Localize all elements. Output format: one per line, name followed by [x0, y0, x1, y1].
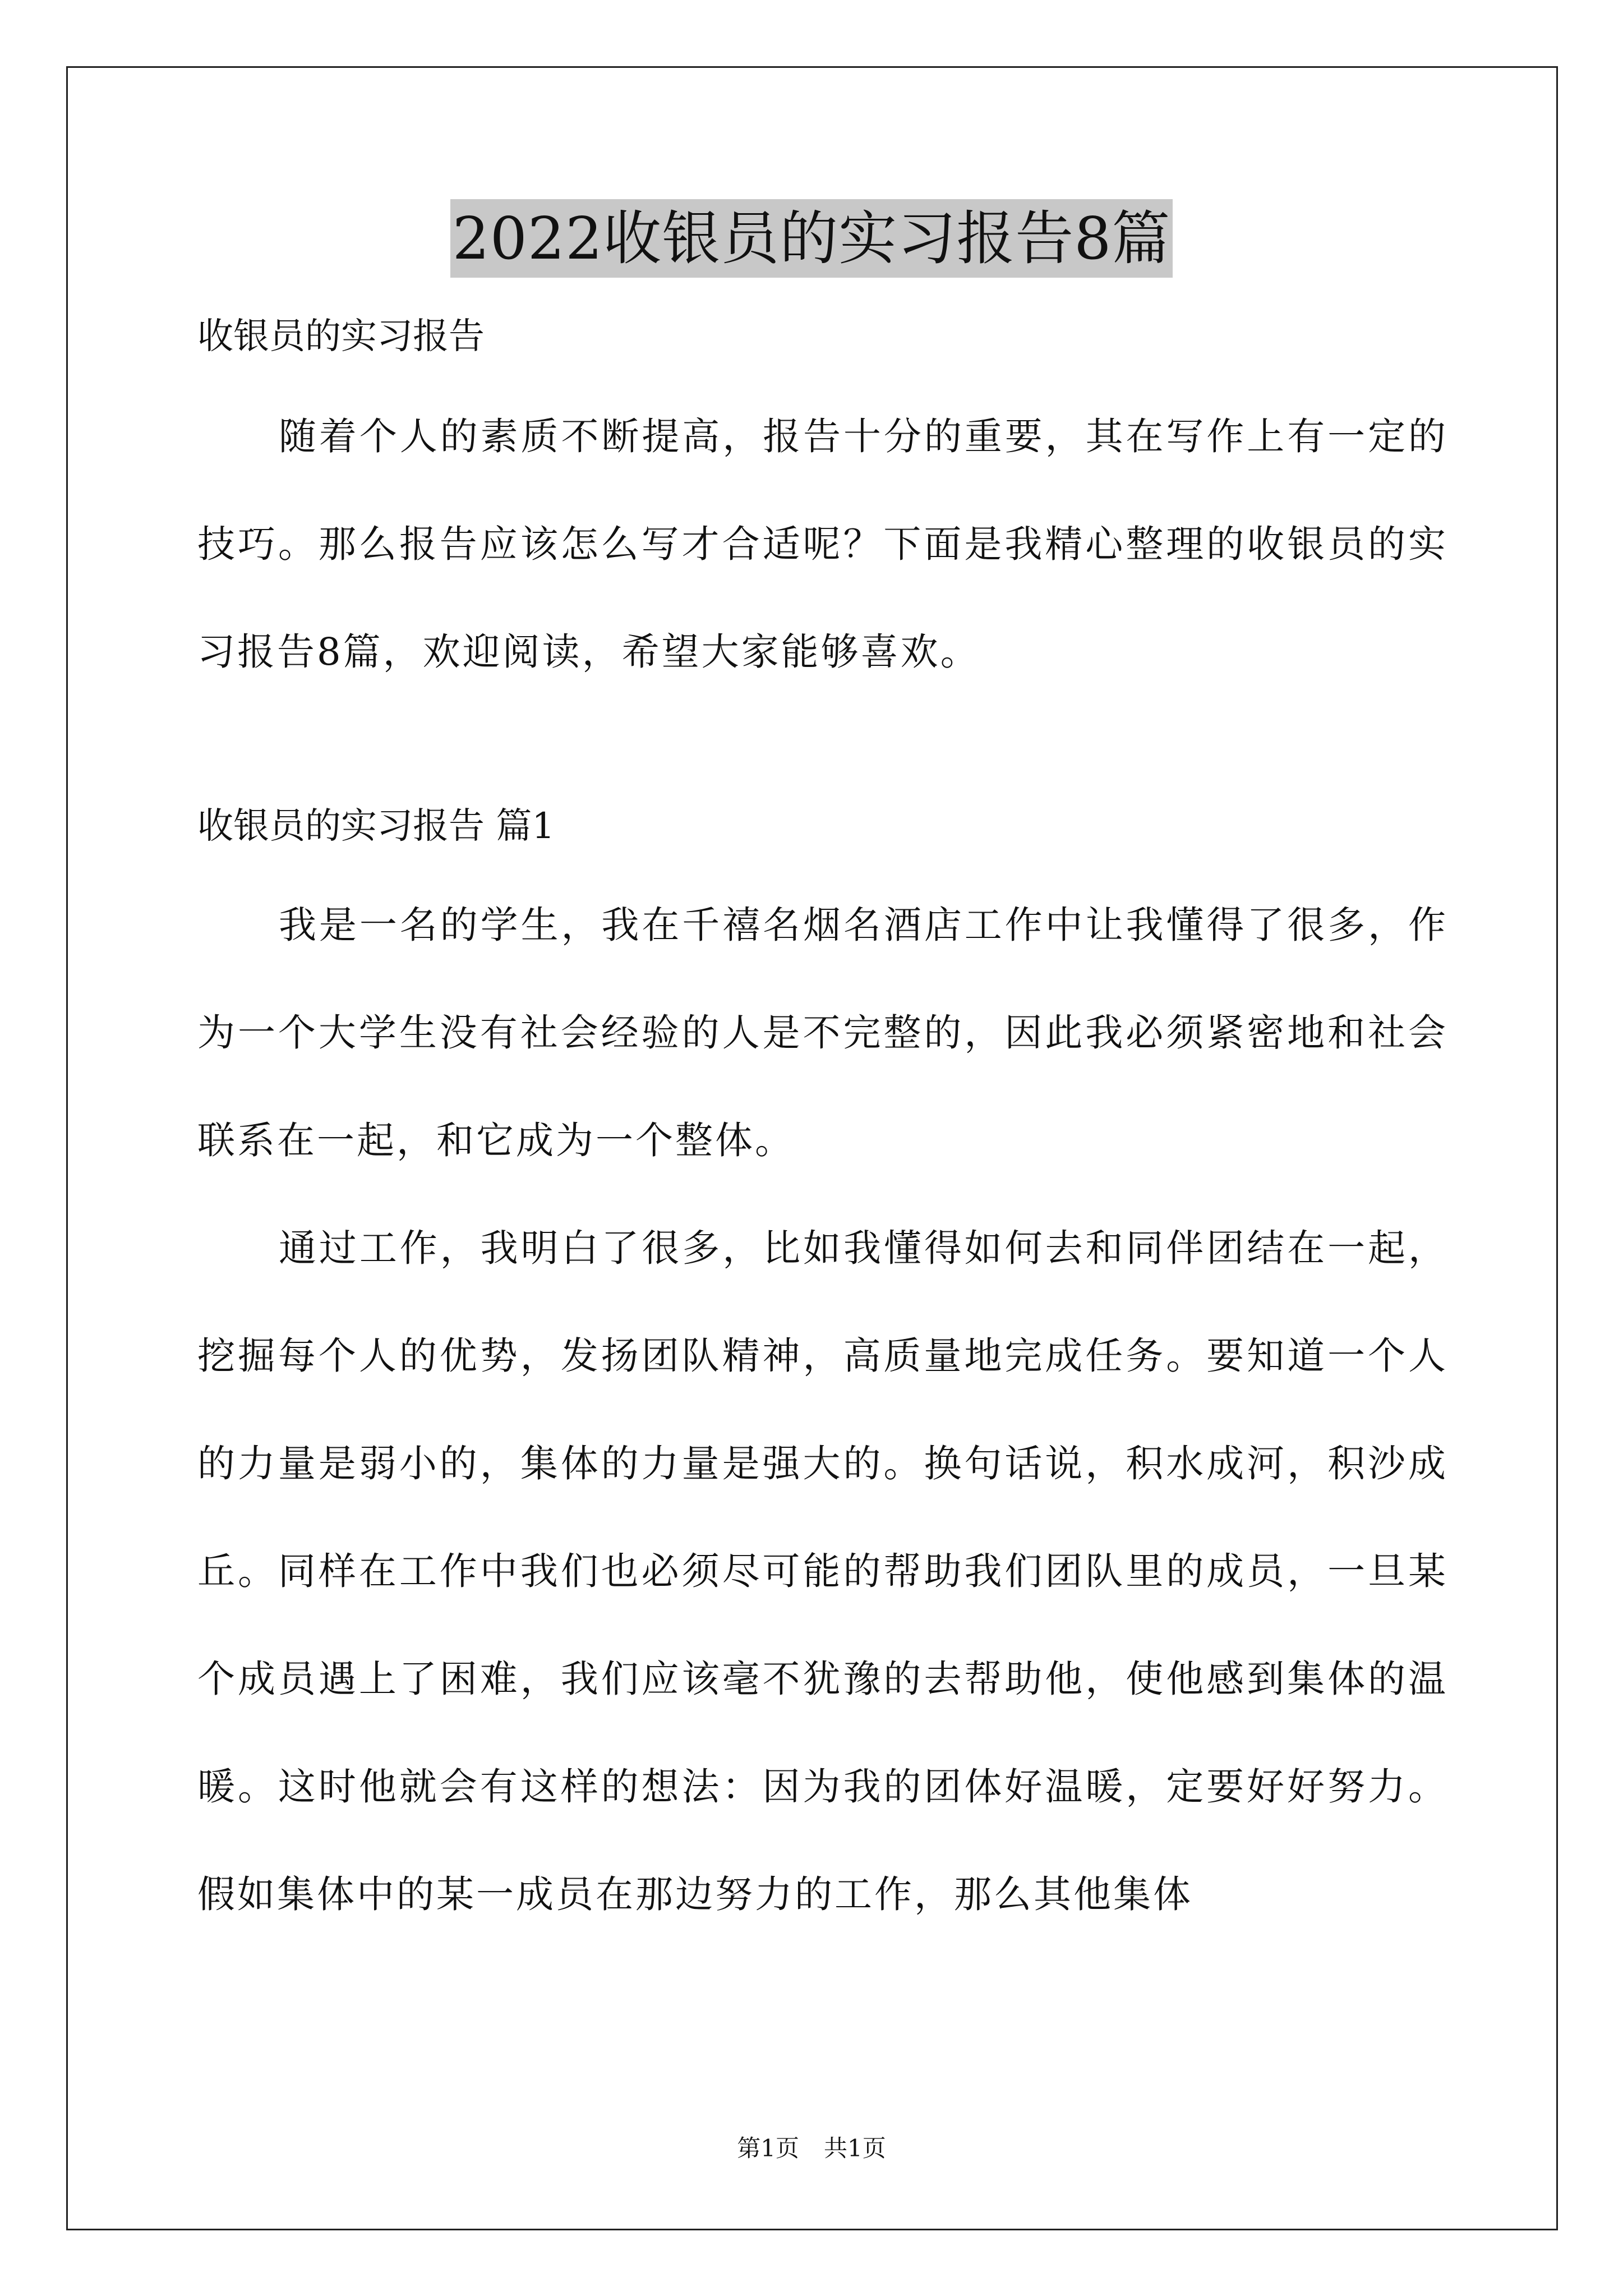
body-paragraph: 通过工作，我明白了很多，比如我懂得如何去和同伴团结在一起，挖掘每个人的优势，发扬团队精神，高质量地完成任务。要知道一个人的力量是弱小的，集体的力量是强大的。换句话说，积水成河，积沙成丘。同样在工作中我们也必须尽可能的帮助我们团队里的成员，一旦某个成员遇上了困难，我们应该毫不犹豫的去帮助他，使他感到集体的温暖。这时他就会有这样的想法：因为我的团体好温暖，定要好好努力。假如集体中的某一成员在那边努力的工作，那么其他集体 — [197, 1226, 1448, 1916]
document-body — [197, 314, 1448, 1948]
title-container — [0, 199, 1623, 278]
page-total: 共1页 — [824, 2134, 886, 2162]
document-title: 2022收银员的实习报告8篇 — [450, 199, 1173, 278]
main-heading: 收银员的实习报告 — [197, 316, 485, 357]
page-footer — [0, 2132, 1623, 2165]
section-heading: 收银员的实习报告 篇1 — [197, 806, 555, 847]
intro-paragraph: 随着个人的素质不断提高，报告十分的重要，其在写作上有一定的技巧。那么报告应该怎么写才合适呢？下面是我精心整理的收银员的实习报告8篇，欢迎阅读，希望大家能够喜欢。 — [197, 415, 1448, 674]
page-number: 第1页 — [737, 2134, 799, 2162]
body-paragraph: 我是一名的学生，我在千禧名烟名酒店工作中让我懂得了很多，作为一个大学生没有社会经验的人是不完整的，因此我必须紧密地和社会联系在一起，和它成为一个整体。 — [197, 903, 1448, 1162]
